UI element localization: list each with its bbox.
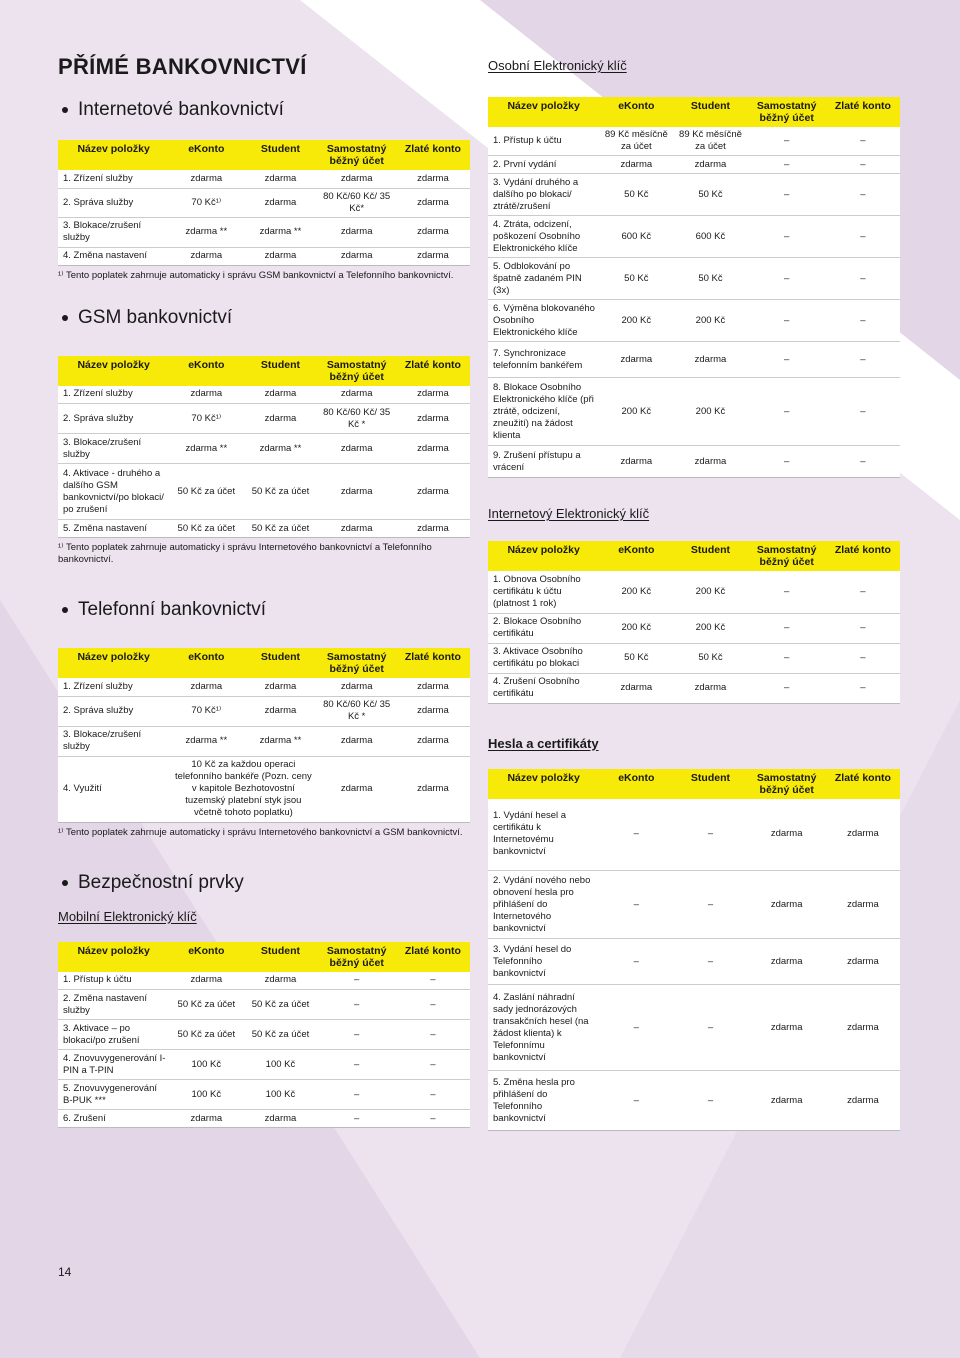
table-cell: zdarma <box>318 726 396 756</box>
table-cell: 600 Kč <box>673 216 747 258</box>
header-samostatny: Samostatný běžný účet <box>318 648 396 678</box>
table-row <box>58 247 470 265</box>
subheading-osobni: Osobní Elektronický klíč <box>488 58 627 73</box>
row-label: 2. Změna nastavení služby <box>58 990 169 1020</box>
table-cell: 70 Kč¹⁾ <box>169 696 243 726</box>
row-label: 1. Obnova Osobního certifikátu k účtu (platnost 1 rok) <box>488 571 599 613</box>
row-label: 5. Odblokování po špatně zadaném PIN (3x) <box>488 258 599 300</box>
row-label: 3. Blokace/zrušení služby <box>58 726 169 756</box>
table-cell: 100 Kč <box>243 1050 317 1080</box>
table-row <box>488 216 900 258</box>
header-name: Název položky <box>58 356 169 386</box>
table-cell: – <box>748 174 826 216</box>
table-cell: 10 Kč za každou operaci telefonního bankéře (Pozn. ceny v kapitole Bezhotovostní tuzemský platební styk jsou včetně tohoto poplatku) <box>169 756 317 822</box>
bullet-icon <box>62 607 68 613</box>
table-row <box>488 156 900 174</box>
page-title: PŘÍMÉ BANKOVNICTVÍ <box>58 54 307 79</box>
row-label: 4. Ztráta, odcizení, poškození Osobního Elektronického klíče <box>488 216 599 258</box>
section-heading-telefon: Telefonní bankovnictví <box>58 594 470 626</box>
table-row <box>488 258 900 300</box>
table-cell: 50 Kč <box>599 258 673 300</box>
section-heading-bezpecnost: Bezpečnostní prvky <box>58 867 470 899</box>
table-cell: zdarma <box>396 464 470 520</box>
table-header-row <box>58 648 470 678</box>
table-cell: – <box>826 342 900 378</box>
table-cell: 200 Kč <box>599 378 673 446</box>
table-cell: zdarma <box>243 678 317 696</box>
subheading-internetovy-klic: Internetový Elektronický klíč <box>488 506 650 521</box>
table-cell: zdarma <box>243 972 317 990</box>
row-label: 2. Správa služby <box>58 404 169 434</box>
header-student: Student <box>673 97 747 127</box>
table-cell: – <box>748 643 826 673</box>
table-row <box>488 446 900 478</box>
table-cell: – <box>748 378 826 446</box>
table-cell: zdarma <box>826 1071 900 1131</box>
table-row <box>58 188 470 217</box>
table-cell: zdarma ** <box>243 434 317 464</box>
table-cell: zdarma <box>396 386 470 404</box>
table-cell: – <box>826 156 900 174</box>
table-cell: 50 Kč <box>673 258 747 300</box>
row-label: 6. Zrušení <box>58 1110 169 1128</box>
table-cell: 600 Kč <box>599 216 673 258</box>
table-cell: – <box>826 613 900 643</box>
table-cell: – <box>318 972 396 990</box>
row-label: 5. Změna hesla pro přihlášení do Telefonního bankovnictví <box>488 1071 599 1131</box>
table-row <box>58 1050 470 1080</box>
table-cell: – <box>826 446 900 478</box>
row-label: 1. Zřízení služby <box>58 678 169 696</box>
table-cell: – <box>673 985 747 1071</box>
table-row <box>488 939 900 985</box>
row-label: 3. Blokace/zrušení služby <box>58 434 169 464</box>
table-cell: zdarma <box>599 446 673 478</box>
table-cell: – <box>396 972 470 990</box>
table-cell: – <box>599 1071 673 1131</box>
table-cell: zdarma <box>599 156 673 174</box>
table-row <box>488 571 900 613</box>
header-ekonto: eKonto <box>599 541 673 571</box>
table-gsm <box>58 356 470 539</box>
table-cell: zdarma <box>243 170 317 188</box>
table-cell: – <box>748 258 826 300</box>
row-label: 4. Aktivace - druhého a dalšího GSM bankovnictví/po blokaci/ po zrušení <box>58 464 169 520</box>
table-cell: zdarma <box>318 678 396 696</box>
table-cell: – <box>599 871 673 939</box>
table-cell: – <box>826 643 900 673</box>
section-heading-internet: Internetové bankovnictví <box>58 94 470 126</box>
header-ekonto: eKonto <box>169 942 243 972</box>
table-mobilni <box>58 942 470 1129</box>
table-cell: – <box>748 156 826 174</box>
table-cell: zdarma <box>243 188 317 217</box>
table-cell: zdarma <box>243 696 317 726</box>
table-cell: zdarma <box>673 342 747 378</box>
table-cell: zdarma <box>396 696 470 726</box>
table-cell: zdarma <box>318 464 396 520</box>
row-label: 8. Blokace Osobního Elektronického klíče (při ztrátě, odcizení, zneužití) na žádost klienta <box>488 378 599 446</box>
bullet-icon <box>62 880 68 886</box>
header-name: Název položky <box>488 769 599 799</box>
row-label: 5. Znovuvygenerování B-PUK *** <box>58 1080 169 1110</box>
table-cell: – <box>826 378 900 446</box>
table-cell: zdarma ** <box>169 434 243 464</box>
row-label: 3. Vydání hesel do Telefonního bankovnictví <box>488 939 599 985</box>
table-cell: zdarma <box>243 1110 317 1128</box>
table-cell: 50 Kč <box>673 643 747 673</box>
table-cell: zdarma <box>599 342 673 378</box>
table-row <box>488 378 900 446</box>
table-cell: 50 Kč <box>599 174 673 216</box>
header-samostatny: Samostatný běžný účet <box>748 769 826 799</box>
row-label: 6. Výměna blokovaného Osobního Elektronického klíče <box>488 300 599 342</box>
table-cell: – <box>673 871 747 939</box>
row-label: 5. Změna nastavení <box>58 520 169 538</box>
header-zlate: Zlaté konto <box>826 541 900 571</box>
header-zlate: Zlaté konto <box>396 942 470 972</box>
table-cell: zdarma ** <box>169 217 243 247</box>
bullet-icon <box>62 315 68 321</box>
table-row <box>488 342 900 378</box>
right-column <box>488 58 900 1131</box>
table-cell: – <box>826 571 900 613</box>
table-cell: – <box>396 990 470 1020</box>
left-column <box>58 50 470 1128</box>
table-row <box>488 300 900 342</box>
header-samostatny: Samostatný běžný účet <box>748 541 826 571</box>
table-row <box>488 1071 900 1131</box>
table-cell: 100 Kč <box>243 1080 317 1110</box>
table-cell: 50 Kč za účet <box>243 1020 317 1050</box>
header-student: Student <box>673 541 747 571</box>
table-cell: 200 Kč <box>673 378 747 446</box>
header-name: Název položky <box>488 97 599 127</box>
table-cell: zdarma <box>396 188 470 217</box>
table-cell: – <box>396 1050 470 1080</box>
table-cell: 50 Kč za účet <box>243 464 317 520</box>
header-zlate: Zlaté konto <box>826 97 900 127</box>
table-cell: zdarma <box>396 756 470 822</box>
table-cell: zdarma <box>243 386 317 404</box>
table-cell: 70 Kč¹⁾ <box>169 188 243 217</box>
table-row <box>58 464 470 520</box>
table-cell: zdarma <box>673 673 747 703</box>
row-label: 1. Zřízení služby <box>58 170 169 188</box>
header-name: Název položky <box>58 648 169 678</box>
table-cell: 80 Kč/60 Kč/ 35 Kč * <box>318 404 396 434</box>
table-cell: zdarma <box>169 386 243 404</box>
table-cell: zdarma <box>318 386 396 404</box>
header-name: Název položky <box>58 140 169 170</box>
table-cell: zdarma <box>169 972 243 990</box>
header-samostatny: Samostatný běžný účet <box>318 140 396 170</box>
table-row <box>488 985 900 1071</box>
table-cell: – <box>748 300 826 342</box>
table-row <box>488 174 900 216</box>
table-header-row <box>58 140 470 170</box>
table-cell: 50 Kč <box>673 174 747 216</box>
table-cell: – <box>826 127 900 156</box>
table-cell: zdarma <box>599 673 673 703</box>
footnote-internet: ¹⁾ Tento poplatek zahrnuje automaticky i správu GSM bankovnictví a Telefonního bankovnictví. <box>58 269 454 281</box>
table-internet <box>58 140 470 266</box>
table-cell: 50 Kč za účet <box>169 1020 243 1050</box>
table-row <box>58 726 470 756</box>
table-cell: zdarma <box>748 871 826 939</box>
table-cell: zdarma <box>748 939 826 985</box>
row-label: 1. Přístup k účtu <box>58 972 169 990</box>
header-ekonto: eKonto <box>169 140 243 170</box>
table-row <box>58 696 470 726</box>
subheading-mobilni: Mobilní Elektronický klíč <box>58 908 197 924</box>
table-cell: – <box>748 127 826 156</box>
table-cell: – <box>599 799 673 871</box>
table-row <box>488 799 900 871</box>
header-student: Student <box>243 648 317 678</box>
table-cell: zdarma <box>318 170 396 188</box>
table-header-row <box>488 769 900 799</box>
table-row <box>58 1110 470 1128</box>
row-label: 4. Znovuvygenerování I-PIN a T-PIN <box>58 1050 169 1080</box>
bullet-icon <box>62 107 68 113</box>
row-label: 7. Synchronizace telefonním bankéřem <box>488 342 599 378</box>
table-row <box>58 972 470 990</box>
header-name: Název položky <box>488 541 599 571</box>
table-row <box>58 404 470 434</box>
row-label: 2. Správa služby <box>58 188 169 217</box>
row-label: 3. Vydání druhého a dalšího po blokaci/ ztrátě/zrušení <box>488 174 599 216</box>
table-row <box>488 127 900 156</box>
page-number: 14 <box>58 1265 72 1279</box>
table-cell: zdarma <box>826 939 900 985</box>
header-ekonto: eKonto <box>169 648 243 678</box>
row-label: 2. Blokace Osobního certifikátu <box>488 613 599 643</box>
table-row <box>488 643 900 673</box>
header-zlate: Zlaté konto <box>396 140 470 170</box>
table-cell: zdarma <box>396 247 470 265</box>
table-cell: zdarma <box>169 1110 243 1128</box>
table-cell: zdarma ** <box>169 726 243 756</box>
header-student: Student <box>243 356 317 386</box>
table-cell: – <box>673 1071 747 1131</box>
table-cell: 89 Kč měsíčně za účet <box>673 127 747 156</box>
table-cell: – <box>673 799 747 871</box>
table-cell: 50 Kč za účet <box>243 990 317 1020</box>
row-label: 3. Blokace/zrušení služby <box>58 217 169 247</box>
header-samostatny: Samostatný běžný účet <box>318 356 396 386</box>
table-cell: 200 Kč <box>673 300 747 342</box>
table-cell: – <box>396 1020 470 1050</box>
table-cell: zdarma <box>169 247 243 265</box>
row-label: 2. První vydání <box>488 156 599 174</box>
header-zlate: Zlaté konto <box>396 356 470 386</box>
table-cell: zdarma <box>169 678 243 696</box>
table-cell: 200 Kč <box>673 613 747 643</box>
table-cell: zdarma <box>318 520 396 538</box>
table-cell: zdarma <box>396 404 470 434</box>
table-cell: zdarma <box>673 156 747 174</box>
table-cell: – <box>318 1080 396 1110</box>
table-header-row <box>488 97 900 127</box>
table-cell: – <box>599 939 673 985</box>
table-cell: – <box>318 1050 396 1080</box>
table-cell: 200 Kč <box>599 613 673 643</box>
row-label: 9. Zrušení přístupu a vrácení <box>488 446 599 478</box>
table-cell: 50 Kč za účet <box>243 520 317 538</box>
table-cell: 89 Kč měsíčně za účet <box>599 127 673 156</box>
table-cell: zdarma <box>826 799 900 871</box>
table-cell: – <box>748 673 826 703</box>
row-label: 1. Přístup k účtu <box>488 127 599 156</box>
table-telefon <box>58 648 470 823</box>
table-cell: 200 Kč <box>673 571 747 613</box>
table-cell: zdarma <box>396 726 470 756</box>
table-cell: zdarma <box>396 170 470 188</box>
row-label: 1. Vydání hesel a certifikátu k Internetovému bankovnictví <box>488 799 599 871</box>
table-cell: zdarma <box>318 247 396 265</box>
row-label: 3. Aktivace – po blokaci/po zrušení <box>58 1020 169 1050</box>
table-row <box>488 613 900 643</box>
table-cell: 50 Kč za účet <box>169 520 243 538</box>
table-row <box>58 434 470 464</box>
table-row <box>58 1080 470 1110</box>
table-cell: – <box>748 613 826 643</box>
table-header-row <box>58 356 470 386</box>
table-row <box>58 386 470 404</box>
table-cell: 50 Kč za účet <box>169 464 243 520</box>
header-student: Student <box>673 769 747 799</box>
header-zlate: Zlaté konto <box>396 648 470 678</box>
table-cell: zdarma <box>396 434 470 464</box>
table-cell: – <box>826 300 900 342</box>
table-cell: 200 Kč <box>599 300 673 342</box>
table-cell: zdarma <box>318 756 396 822</box>
table-cell: 80 Kč/60 Kč/ 35 Kč* <box>318 188 396 217</box>
header-ekonto: eKonto <box>169 356 243 386</box>
table-cell: zdarma <box>243 247 317 265</box>
table-row <box>58 170 470 188</box>
header-name: Název položky <box>58 942 169 972</box>
table-cell: zdarma ** <box>243 217 317 247</box>
header-samostatny: Samostatný běžný účet <box>318 942 396 972</box>
row-label: 3. Aktivace Osobního certifikátu po blokaci <box>488 643 599 673</box>
section-heading-gsm: GSM bankovnictví <box>58 302 470 334</box>
row-label: 2. Vydání nového nebo obnovení hesla pro přihlášení do Internetového bankovnictví <box>488 871 599 939</box>
table-cell: zdarma ** <box>243 726 317 756</box>
table-row <box>58 756 470 822</box>
header-zlate: Zlaté konto <box>826 769 900 799</box>
table-row <box>58 990 470 1020</box>
table-hesla <box>488 769 900 1132</box>
table-cell: zdarma <box>673 446 747 478</box>
table-cell: 200 Kč <box>599 571 673 613</box>
table-osobni <box>488 97 900 478</box>
table-cell: zdarma <box>748 799 826 871</box>
header-ekonto: eKonto <box>599 97 673 127</box>
table-cell: zdarma <box>396 217 470 247</box>
table-row <box>58 217 470 247</box>
table-cell: – <box>673 939 747 985</box>
table-cell: zdarma <box>243 404 317 434</box>
header-student: Student <box>243 140 317 170</box>
table-cell: 100 Kč <box>169 1080 243 1110</box>
table-cell: zdarma <box>748 985 826 1071</box>
table-cell: – <box>318 990 396 1020</box>
table-cell: zdarma <box>318 434 396 464</box>
table-cell: – <box>396 1080 470 1110</box>
header-ekonto: eKonto <box>599 769 673 799</box>
table-header-row <box>58 942 470 972</box>
row-label: 4. Využití <box>58 756 169 822</box>
footnote-telefon: ¹⁾ Tento poplatek zahrnuje automaticky i správu Internetového bankovnictví a GSM bankovnictví. <box>58 826 463 838</box>
table-internetovy-klic <box>488 541 900 704</box>
row-label: 4. Zrušení Osobního certifikátu <box>488 673 599 703</box>
table-row <box>488 673 900 703</box>
table-cell: zdarma <box>169 170 243 188</box>
table-cell: 100 Kč <box>169 1050 243 1080</box>
header-samostatny: Samostatný běžný účet <box>748 97 826 127</box>
table-cell: 80 Kč/60 Kč/ 35 Kč * <box>318 696 396 726</box>
table-row <box>58 1020 470 1050</box>
row-label: 2. Správa služby <box>58 696 169 726</box>
table-cell: – <box>318 1110 396 1128</box>
table-cell: – <box>826 258 900 300</box>
table-cell: – <box>318 1020 396 1050</box>
table-row <box>488 871 900 939</box>
footnote-gsm: ¹⁾ Tento poplatek zahrnuje automaticky i správu Internetového bankovnictví a Telefonního bankovnictví. <box>58 542 432 565</box>
table-cell: – <box>826 216 900 258</box>
table-cell: – <box>748 571 826 613</box>
table-cell: zdarma <box>396 678 470 696</box>
table-cell: zdarma <box>396 520 470 538</box>
table-cell: 50 Kč <box>599 643 673 673</box>
table-cell: 70 Kč¹⁾ <box>169 404 243 434</box>
subheading-hesla: Hesla a certifikáty <box>488 735 599 751</box>
row-label: 4. Zaslání náhradní sady jednorázových transakčních hesel (na žádost klienta) k Telefonnímu bankovnictví <box>488 985 599 1071</box>
table-row <box>58 520 470 538</box>
row-label: 1. Zřízení služby <box>58 386 169 404</box>
table-cell: – <box>826 673 900 703</box>
table-row <box>58 678 470 696</box>
table-cell: – <box>826 174 900 216</box>
table-cell: – <box>748 342 826 378</box>
table-header-row <box>488 541 900 571</box>
table-cell: – <box>748 446 826 478</box>
table-cell: zdarma <box>318 217 396 247</box>
table-cell: – <box>396 1110 470 1128</box>
table-cell: zdarma <box>826 985 900 1071</box>
header-student: Student <box>243 942 317 972</box>
table-cell: 50 Kč za účet <box>169 990 243 1020</box>
table-cell: – <box>748 216 826 258</box>
row-label: 4. Změna nastavení <box>58 247 169 265</box>
table-cell: zdarma <box>748 1071 826 1131</box>
table-cell: – <box>599 985 673 1071</box>
table-cell: zdarma <box>826 871 900 939</box>
